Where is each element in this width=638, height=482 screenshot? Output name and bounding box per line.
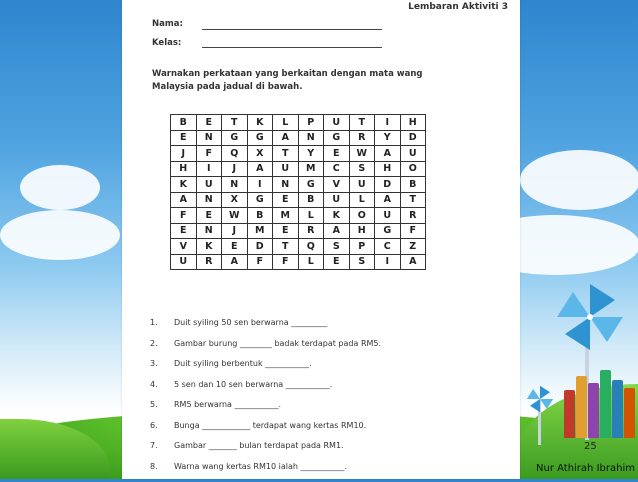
grid-row — [171, 161, 426, 177]
grid-cell[interactable]: E — [222, 239, 248, 255]
grid-cell[interactable]: E — [171, 130, 197, 146]
grid-cell[interactable]: L — [298, 254, 324, 270]
question-item — [150, 441, 500, 462]
question-number: 1. — [150, 318, 164, 327]
books-stack — [550, 368, 636, 438]
grid-cell[interactable]: J — [222, 161, 248, 177]
question-item — [150, 339, 500, 360]
grid-cell[interactable]: C — [324, 161, 350, 177]
grid-cell[interactable]: E — [273, 192, 299, 208]
grid-cell[interactable]: I — [247, 177, 273, 193]
class-field-line — [202, 47, 382, 48]
grid-row — [171, 115, 426, 131]
grid-cell[interactable]: S — [349, 161, 375, 177]
grid-cell[interactable]: U — [171, 254, 197, 270]
question-item — [150, 421, 500, 442]
grid-cell[interactable]: I — [375, 254, 401, 270]
grid-cell[interactable]: B — [171, 115, 197, 131]
grid-cell[interactable]: O — [400, 161, 426, 177]
grid-cell[interactable]: N — [196, 192, 222, 208]
grid-cell[interactable]: A — [247, 161, 273, 177]
grid-cell[interactable]: C — [375, 239, 401, 255]
instruction-line: Warnakan perkataan yang berkaitan dengan mata wang — [152, 68, 452, 81]
question-text: Duit syiling berbentuk ___________. — [174, 359, 312, 368]
grid-cell[interactable]: T — [400, 192, 426, 208]
grid-cell[interactable]: F — [171, 208, 197, 224]
grid-cell[interactable]: P — [349, 239, 375, 255]
grid-cell[interactable]: D — [400, 130, 426, 146]
grid-row — [171, 254, 426, 270]
question-number: 3. — [150, 359, 164, 368]
grid-cell[interactable]: T — [273, 239, 299, 255]
grid-cell[interactable]: T — [349, 115, 375, 131]
grid-cell[interactable]: G — [375, 223, 401, 239]
grid-cell[interactable]: R — [400, 208, 426, 224]
grid-cell[interactable]: A — [375, 192, 401, 208]
grid-cell[interactable]: E — [196, 115, 222, 131]
question-number: 4. — [150, 380, 164, 389]
pinwheel-icon — [555, 282, 625, 352]
grid-cell[interactable]: W — [349, 146, 375, 162]
grid-cell[interactable]: O — [349, 208, 375, 224]
grid-cell[interactable]: G — [298, 177, 324, 193]
book — [564, 390, 575, 438]
grid-cell[interactable]: G — [247, 192, 273, 208]
grid-cell[interactable]: Z — [400, 239, 426, 255]
grid-cell[interactable]: F — [196, 146, 222, 162]
grid-cell[interactable]: N — [196, 130, 222, 146]
grid-cell[interactable]: M — [273, 208, 299, 224]
question-text: Duit syiling 50 sen berwarna _________ — [174, 318, 327, 327]
grid-cell[interactable]: M — [247, 223, 273, 239]
grid-cell[interactable]: U — [375, 208, 401, 224]
grid-cell[interactable]: R — [349, 130, 375, 146]
question-item — [150, 400, 500, 421]
grid-cell[interactable]: V — [171, 239, 197, 255]
book — [624, 388, 635, 438]
question-item — [150, 359, 500, 380]
grid-row — [171, 130, 426, 146]
class-label: Kelas: — [152, 38, 181, 48]
grid-cell[interactable]: A — [400, 254, 426, 270]
grid-cell[interactable]: Q — [222, 146, 248, 162]
grid-cell[interactable]: R — [298, 223, 324, 239]
grid-cell[interactable]: I — [375, 115, 401, 131]
author-credit: Nur Athirah Ibrahim — [536, 463, 635, 474]
question-number: 8. — [150, 462, 164, 471]
grid-row — [171, 223, 426, 239]
grid-cell[interactable]: N — [273, 177, 299, 193]
cloud — [20, 165, 100, 210]
grid-cell[interactable]: E — [273, 223, 299, 239]
grid-cell[interactable]: K — [247, 115, 273, 131]
grid-row — [171, 192, 426, 208]
question-text: Gambar _______ bulan terdapat pada RM1. — [174, 441, 344, 450]
book — [600, 370, 611, 438]
grid-cell[interactable]: B — [298, 192, 324, 208]
sheet-title: Lembaran Aktiviti 3 — [408, 2, 508, 12]
grid-cell[interactable]: K — [324, 208, 350, 224]
grid-cell[interactable]: E — [324, 146, 350, 162]
name-label: Nama: — [152, 19, 183, 29]
grid-cell[interactable]: N — [196, 223, 222, 239]
grid-cell[interactable]: K — [171, 177, 197, 193]
page-number: 25 — [584, 441, 597, 452]
question-text: Gambar burung ________ badak terdapat pada RM5. — [174, 339, 381, 348]
grid-cell[interactable]: J — [171, 146, 197, 162]
grid-cell[interactable]: Y — [375, 130, 401, 146]
name-field-line — [202, 29, 382, 30]
grid-row — [171, 146, 426, 162]
grid-cell[interactable]: A — [375, 146, 401, 162]
grid-cell[interactable]: H — [349, 223, 375, 239]
cloud — [0, 210, 120, 260]
grid-cell[interactable]: L — [349, 192, 375, 208]
grid-cell[interactable]: U — [273, 161, 299, 177]
instruction-line: Malaysia pada jadual di bawah. — [152, 81, 452, 94]
grid-cell[interactable]: G — [247, 130, 273, 146]
grid-cell[interactable]: U — [324, 192, 350, 208]
grid-row — [171, 177, 426, 193]
question-text: Bunga ____________ terdapat wang kertas RM10. — [174, 421, 366, 430]
grid-cell[interactable]: G — [324, 130, 350, 146]
grid-cell[interactable]: D — [375, 177, 401, 193]
question-text: RM5 berwarna ___________. — [174, 400, 281, 409]
grid-cell[interactable]: L — [273, 115, 299, 131]
grid-cell[interactable]: S — [349, 254, 375, 270]
grid-cell[interactable]: T — [273, 146, 299, 162]
grid-cell[interactable]: D — [247, 239, 273, 255]
grid-cell[interactable]: U — [196, 177, 222, 193]
book — [588, 383, 599, 438]
grid-cell[interactable]: B — [400, 177, 426, 193]
word-search-grid — [170, 114, 426, 270]
grid-cell[interactable]: X — [222, 192, 248, 208]
grid-cell[interactable]: X — [247, 146, 273, 162]
question-item — [150, 380, 500, 401]
grid-cell[interactable]: A — [222, 254, 248, 270]
cloud — [520, 150, 638, 210]
grid-cell[interactable]: H — [171, 161, 197, 177]
grid-row — [171, 208, 426, 224]
grid-cell[interactable]: F — [273, 254, 299, 270]
book — [576, 376, 587, 438]
grid-cell[interactable]: W — [222, 208, 248, 224]
grid-cell[interactable]: E — [324, 254, 350, 270]
grid-cell[interactable]: H — [375, 161, 401, 177]
grid-cell[interactable]: N — [222, 177, 248, 193]
grid-cell[interactable]: I — [196, 161, 222, 177]
question-item — [150, 318, 500, 339]
grid-cell[interactable]: L — [298, 208, 324, 224]
grid-cell[interactable]: G — [222, 130, 248, 146]
grid-cell[interactable]: F — [400, 223, 426, 239]
grid-cell[interactable]: J — [222, 223, 248, 239]
grid-cell[interactable]: F — [247, 254, 273, 270]
grid-cell[interactable]: P — [298, 115, 324, 131]
worksheet-page — [122, 0, 520, 479]
question-number: 7. — [150, 441, 164, 450]
grid-cell[interactable]: K — [196, 239, 222, 255]
question-text: 5 sen dan 10 sen berwarna ___________. — [174, 380, 332, 389]
grid-cell[interactable]: T — [222, 115, 248, 131]
question-number: 2. — [150, 339, 164, 348]
instruction — [152, 68, 452, 94]
grid-cell[interactable]: S — [324, 239, 350, 255]
grid-cell[interactable]: H — [400, 115, 426, 131]
grid-cell[interactable]: A — [171, 192, 197, 208]
question-number: 5. — [150, 400, 164, 409]
grid-cell[interactable]: A — [324, 223, 350, 239]
question-list — [150, 318, 500, 482]
question-number: 6. — [150, 421, 164, 430]
grid-cell[interactable]: Y — [298, 146, 324, 162]
grid-cell[interactable]: B — [247, 208, 273, 224]
grid-cell[interactable]: U — [400, 146, 426, 162]
grid-cell[interactable]: E — [171, 223, 197, 239]
book — [612, 380, 623, 438]
grid-cell[interactable]: R — [196, 254, 222, 270]
grid-cell[interactable]: E — [196, 208, 222, 224]
grid-cell[interactable]: N — [298, 130, 324, 146]
grid-row — [171, 239, 426, 255]
grid-cell[interactable]: U — [324, 115, 350, 131]
grid-cell[interactable]: V — [324, 177, 350, 193]
grid-cell[interactable]: M — [298, 161, 324, 177]
grid-cell[interactable]: U — [349, 177, 375, 193]
grid-cell[interactable]: A — [273, 130, 299, 146]
question-text: Warna wang kertas RM10 ialah ___________. — [174, 462, 347, 471]
grid-cell[interactable]: Q — [298, 239, 324, 255]
